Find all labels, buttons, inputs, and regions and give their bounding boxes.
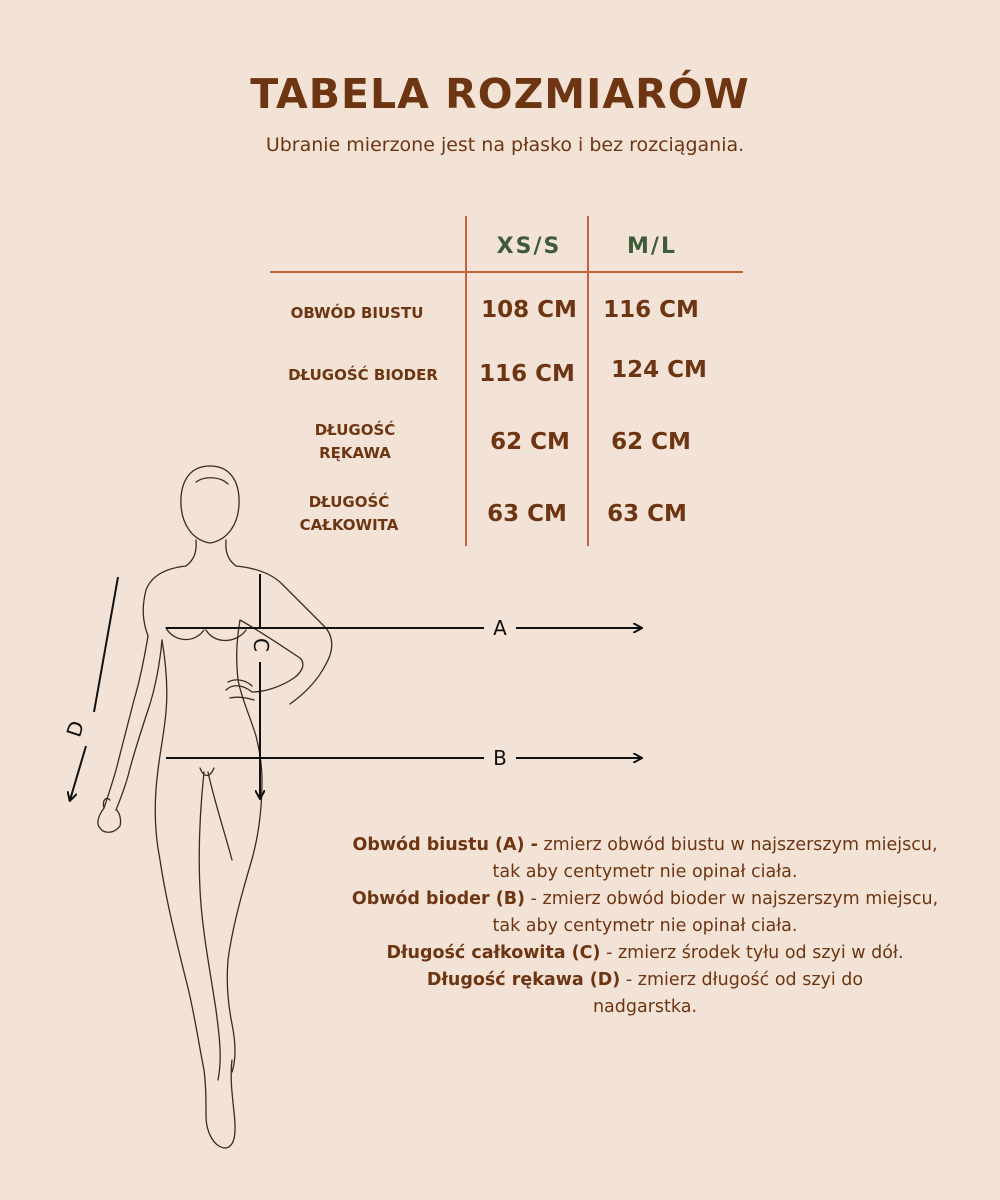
legend-item-bust — [340, 832, 950, 886]
page-subtitle: Ubranie mierzone jest na płasko i bez rozciągania. — [265, 134, 745, 156]
legend-text: - zmierz obwód bioder w najszerszym miejscu, tak aby centymetr nie opinał ciała. — [492, 889, 939, 936]
row-label-sleeve: DŁUGOŚĆ RĘKAWA — [314, 421, 396, 462]
row-label-total-length: DŁUGOŚĆ CAŁKOWITA — [299, 493, 399, 534]
page-title: TABELA ROZMIARÓW — [250, 70, 750, 118]
body-outline — [98, 466, 332, 1148]
cell-sleeve-xs-s: 62 CM — [490, 429, 570, 455]
legend-term: Długość całkowita (C) — [386, 943, 601, 963]
cell-total-m-l: 63 CM — [607, 501, 687, 527]
legend-term: Obwód biustu (A) - — [352, 835, 538, 855]
guide-label-c: C — [249, 638, 273, 652]
guide-d — [62, 577, 118, 800]
measurement-legend — [340, 832, 950, 1021]
legend-item-hips — [340, 886, 950, 940]
legend-term: Obwód bioder (B) — [351, 889, 526, 909]
cell-sleeve-m-l: 62 CM — [611, 429, 691, 455]
legend-item-total-length — [340, 940, 950, 967]
row-label-bust: OBWÓD BIUSTU — [290, 304, 424, 322]
column-header-m-l: M/L — [627, 234, 677, 259]
legend-text: zmierz obwód biustu w najszerszym miejscu, tak aby centymetr nie opinał ciała. — [492, 835, 938, 882]
cell-bust-xs-s: 108 CM — [481, 297, 577, 323]
guide-label-a: A — [493, 616, 507, 640]
legend-text: - zmierz środek tyłu od szyi w dół. — [600, 943, 904, 963]
guide-label-b: B — [493, 746, 507, 770]
cell-hips-m-l: 124 CM — [611, 357, 707, 383]
cell-hips-xs-s: 116 CM — [479, 361, 575, 387]
legend-item-sleeve — [340, 967, 950, 1021]
guide-b — [166, 746, 641, 770]
legend-term: Długość rękawa (D) — [426, 970, 621, 990]
column-header-xs-s: XS/S — [496, 234, 562, 259]
legend-text: - zmierz długość od szyi do nadgarstka. — [592, 970, 864, 1017]
cell-bust-m-l: 116 CM — [603, 297, 699, 323]
cell-total-xs-s: 63 CM — [487, 501, 567, 527]
row-label-hips: DŁUGOŚĆ BIODER — [288, 366, 438, 384]
guide-label-d: D — [61, 717, 90, 740]
